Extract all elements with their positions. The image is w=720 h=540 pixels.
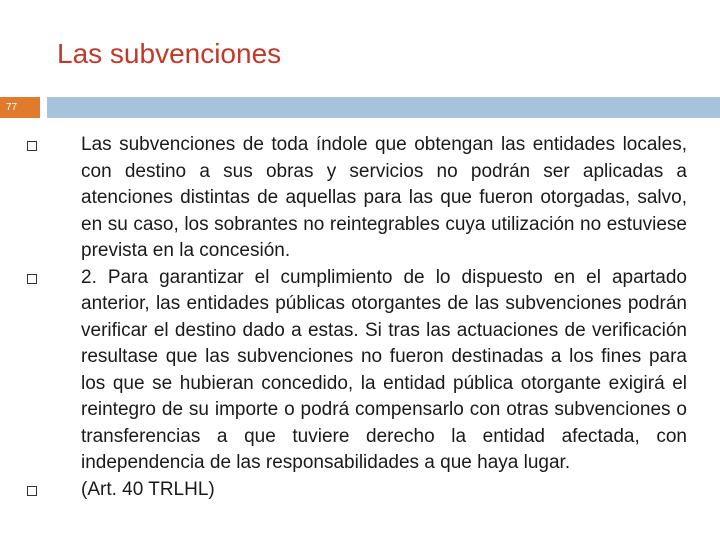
bullet-item — [27, 265, 687, 477]
square-bullet-icon — [27, 274, 37, 284]
bullet-text: (Art. 40 TRLHL) — [81, 478, 215, 500]
bullet-item — [27, 132, 687, 265]
bullet-item — [27, 477, 687, 504]
square-bullet-icon — [27, 486, 37, 496]
header-divider-bar — [47, 97, 720, 118]
bullet-text: Las subvenciones de toda índole que obtengan las entidades locales, con destino a sus obras y servicios no podrán ser aplicadas a atenciones distintas de aquellas para las que fueron otorgadas, salvo, en su caso, los sobrantes no reintegrables cuya utilización no estuviese prevista en la concesión. — [81, 134, 687, 261]
bullet-text: 2. Para garantizar el cumplimiento de lo dispuesto en el apartado anterior, las entidades públicas otorgantes de las subvenciones podrán verificar el destino dado a estas. Si tras las actuaciones de verificación resultase que las subvenciones no fueron destinadas a los fines para los que se hubieran concedido, la entidad pública otorgante exigirá el reintegro de su importe o podrá compensarlo con otras subvenciones o transferencias a que tuviere derecho la entidad afectada, con independencia de las responsabilidades a que haya lugar. — [81, 266, 687, 473]
slide-number-badge: 77 — [0, 97, 40, 118]
slide-title: Las subvenciones — [57, 38, 282, 69]
bullet-list — [27, 132, 687, 503]
square-bullet-icon — [27, 141, 37, 151]
